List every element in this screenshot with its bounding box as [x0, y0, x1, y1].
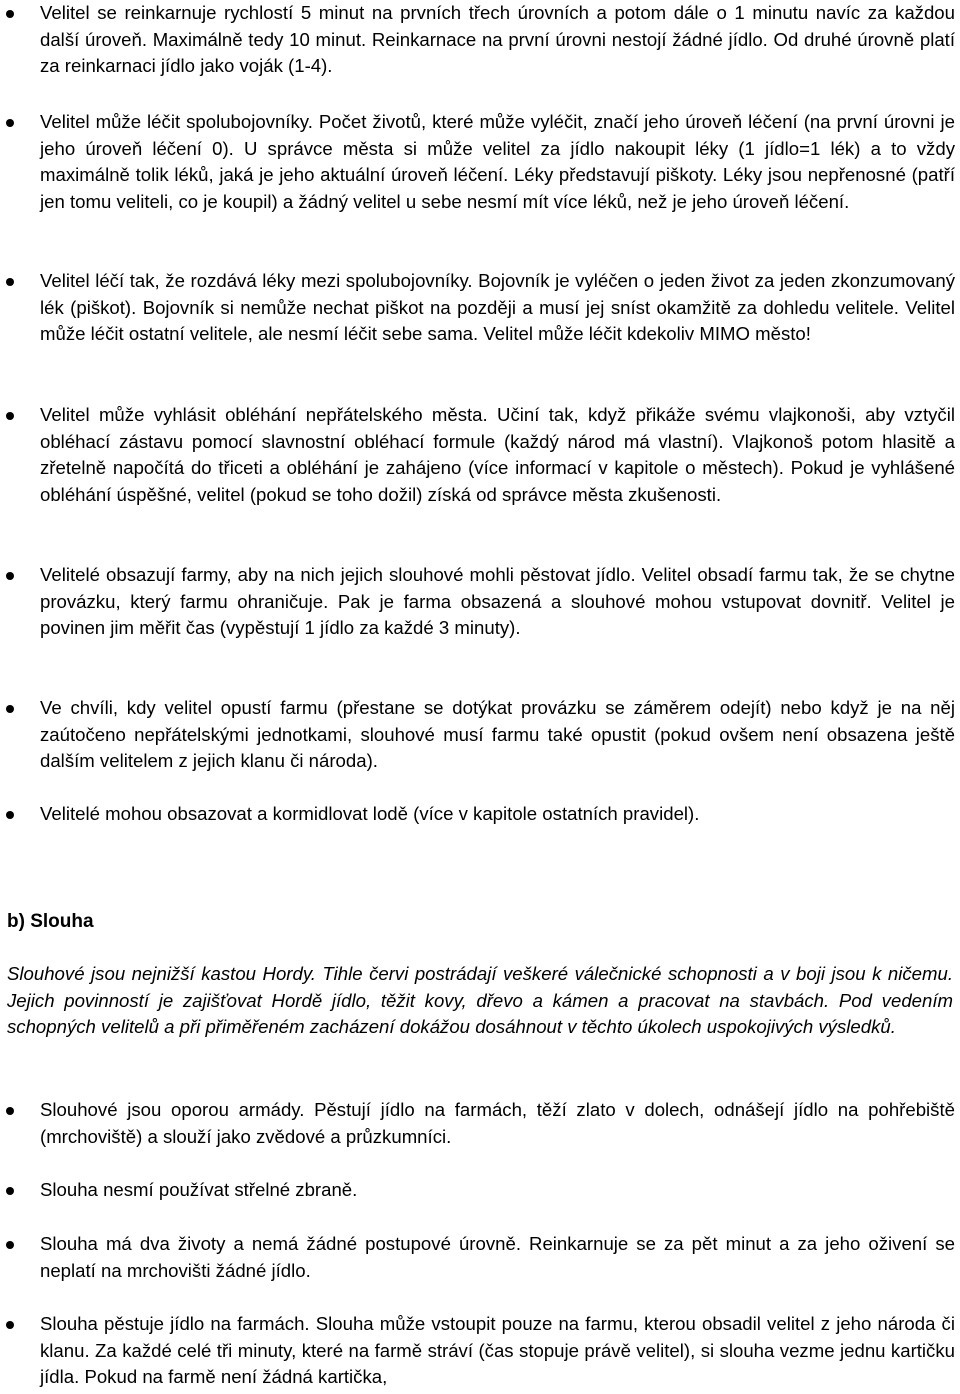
list-item-text: Slouhové jsou oporou armády. Pěstují jídlo na farmách, těží zlato v dolech, odnášejí jídlo na pohřebiště (mrchoviště) a slouží jako zvědové a průzkumníci.	[40, 1099, 955, 1147]
list-item	[40, 562, 955, 642]
list-item-text: Slouha pěstuje jídlo na farmách. Slouha může vstoupit pouze na farmu, kterou obsadil velitel z jeho národa či klanu. Za každé celé tři minuty, které na farmě stráví (čas stopuje právě velitel), si slouha vezme jednu kartičku jídla. Pokud na farmě není žádná kartička,	[40, 1313, 955, 1388]
bullet-icon	[6, 811, 14, 819]
bullet-icon	[6, 119, 14, 127]
list-item	[40, 801, 955, 828]
list-item	[40, 402, 955, 508]
bullet-icon	[6, 1187, 14, 1195]
bullet-icon	[6, 412, 14, 420]
list-item	[40, 1231, 955, 1284]
intro-text: Slouhové jsou nejnižší kastou Hordy. Tihle červi postrádají veškeré válečnické schopnosti a v boji jsou k ničemu. Jejich povinností je zajišťovat Hordě jídlo, těžit kovy, dřevo a kámen a pracovat na stavbách. Pod vedením schopných velitelů a při přiměřeném zacházení dokážou dosáhnout v těchto úkolech uspokojivých výsledků.	[7, 963, 953, 1038]
list-item-text: Velitel se reinkarnuje rychlostí 5 minut na prvních třech úrovních a potom dále o 1 minutu navíc za každou další úroveň. Maximálně tedy 10 minut. Reinkarnace na první úrovni nestojí žádné jídlo. Od druhé úrovně platí za reinkarnaci jídlo jako voják (1-4).	[40, 2, 955, 77]
bullet-icon	[6, 10, 14, 18]
list-item-text: Ve chvíli, kdy velitel opustí farmu (přestane se dotýkat provázku se záměrem odejít) nebo když je na něj zaútočeno nepřátelskými jednotkami, slouhové musí farmu také opustit (pokud ovšem není obsazena ještě dalším velitelem z jejich klanu či národa).	[40, 697, 955, 772]
list-item	[40, 695, 955, 775]
list-item-text: Velitelé obsazují farmy, aby na nich jejich slouhové mohli pěstovat jídlo. Velitel obsadí farmu tak, že se chytne provázku, který farmu ohraničuje. Pak je farma obsazená a slouhové mohou vstupovat dovnitř. Velitel je povinen jim měřit čas (vypěstují 1 jídlo za každé 3 minuty).	[40, 564, 955, 639]
list-item-text: Slouha nesmí používat střelné zbraně.	[40, 1179, 358, 1200]
list-item-text: Velitelé mohou obsazovat a kormidlovat lodě (více v kapitole ostatních pravidel).	[40, 803, 700, 824]
list-item-text: Velitel může léčit spolubojovníky. Počet životů, které může vyléčit, značí jeho úroveň léčení (na první úrovni je jeho úroveň léčení 0). U správce města si může velitel za jídlo nakoupit léky (1 jídlo=1 lék) a to vždy maximálně tolik léků, jaká je jeho aktuální úroveň léčení. Léky představují piškoty. Léky jsou nepřenosné (patří jen tomu veliteli, co je koupil) a žádný velitel u sebe nesmí mít více léků, než je jeho úroveň léčení.	[40, 111, 955, 212]
list-item-text: Velitel může vyhlásit obléhání nepřátelského města. Učiní tak, když přikáže svému vlajkonoši, aby vztyčil obléhací zástavu pomocí slavnostní obléhací formule (každý národ má vlastní). Vlajkonoš potom hlasitě a zřetelně napočítá do třiceti a obléhání je zahájeno (více informací v kapitole o městech). Pokud je vyhlášené obléhání úspěšné, velitel (pokud se toho dožil) získá od správce města zkušenosti.	[40, 404, 955, 505]
section-intro	[7, 961, 953, 1041]
section-heading: b) Slouha	[7, 911, 94, 932]
list-item	[40, 268, 955, 348]
bullet-icon	[6, 1321, 14, 1329]
bullet-icon	[6, 572, 14, 580]
list-item	[40, 0, 955, 80]
list-item	[40, 1097, 955, 1150]
list-item-text: Velitel léčí tak, že rozdává léky mezi spolubojovníky. Bojovník je vyléčen o jeden život za jeden zkonzumovaný lék (piškot). Bojovník si nemůže nechat piškot na později a musí jej sníst okamžitě za dohledu velitele. Velitel může léčit ostatní velitele, ale nesmí léčit sebe sama. Velitel může léčit kdekoliv MIMO město!	[40, 270, 955, 345]
bullet-icon	[6, 278, 14, 286]
list-item-text: Slouha má dva životy a nemá žádné postupové úrovně. Reinkarnuje se za pět minut a za jeho oživení se neplatí na mrchovišti žádné jídlo.	[40, 1233, 955, 1281]
bullet-icon	[6, 705, 14, 713]
bullet-icon	[6, 1241, 14, 1249]
list-item	[40, 1177, 955, 1204]
list-item	[40, 1311, 955, 1391]
bullet-icon	[6, 1107, 14, 1115]
list-item	[40, 109, 955, 215]
